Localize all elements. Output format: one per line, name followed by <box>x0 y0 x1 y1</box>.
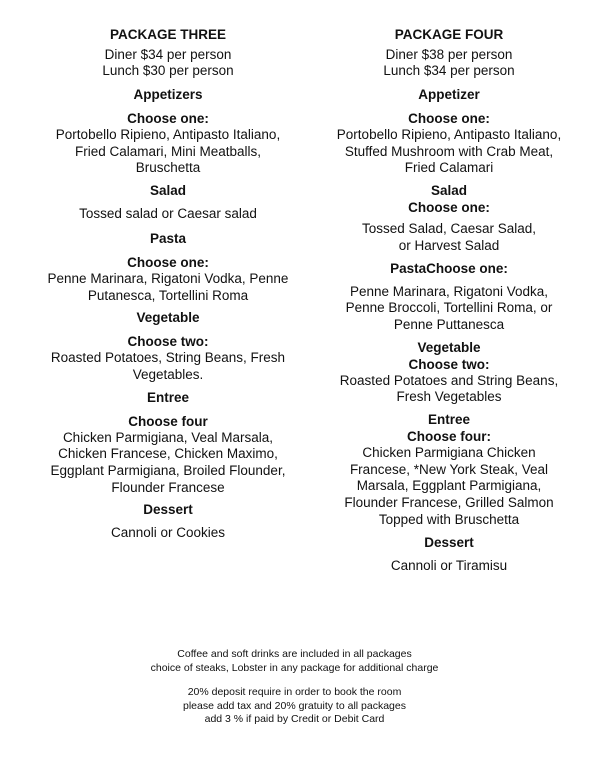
pasta-line: Penne Marinara, Rigatoni Vodka, <box>349 283 549 299</box>
pasta-heading: PastaChoose one: <box>390 260 508 276</box>
entree-line: Chicken Francese, Chicken Maximo, <box>58 446 278 462</box>
appetizers-choose: Choose one: <box>127 111 209 126</box>
entree-line: Chicken Parmigiana Chicken <box>362 445 536 461</box>
vegetable-choose: Choose two: <box>408 356 490 372</box>
salad-choose: Choose one: <box>408 200 490 216</box>
vegetable-heading: Vegetable <box>417 339 481 355</box>
entree-heading: Entree <box>146 389 190 405</box>
salad-line: or Harvest Salad <box>398 237 500 253</box>
package-three-dinner-price: Diner $34 per person <box>104 47 232 62</box>
salad-line: Tossed Salad, Caesar Salad, <box>361 221 537 237</box>
entree-line: Eggplant Parmigiana, Broiled Flounder, <box>50 463 286 479</box>
package-three-title: PACKAGE THREE <box>109 27 226 42</box>
package-three-lunch-price: Lunch $30 per person <box>102 63 234 78</box>
vegetable-heading: Vegetable <box>136 310 200 326</box>
pasta-line: Penne Puttanesca <box>393 316 505 332</box>
footer-note: choice of steaks, Lobster in any package for additional charge <box>150 661 439 674</box>
entree-line: Chicken Parmigiana, Veal Marsala, <box>62 429 274 445</box>
salad-line: Tossed salad or Caesar salad <box>79 206 257 222</box>
appetizers-heading: Appetizers <box>133 87 203 102</box>
dessert-line: Cannoli or Cookies <box>110 525 226 541</box>
dessert-line: Cannoli or Tiramisu <box>390 557 508 573</box>
appetizers-line: Bruschetta <box>135 160 201 176</box>
entree-line: Flounder Francese <box>111 479 225 495</box>
pasta-line: Penne Broccoli, Tortellini Roma, or <box>345 300 553 316</box>
package-four-lunch-price: Lunch $34 per person <box>383 63 515 78</box>
footer-note: please add tax and 20% gratuity to all packages <box>183 699 406 712</box>
appetizers-line: Fried Calamari, Mini Meatballs, <box>74 143 262 159</box>
entree-line: Marsala, Eggplant Parmigiana, <box>356 478 542 494</box>
vegetable-line: Vegetables. <box>132 366 204 382</box>
package-four-title: PACKAGE FOUR <box>394 27 504 42</box>
appetizer-line: Portobello Ripieno, Antipasto Italiano, <box>336 127 562 142</box>
entree-line: Francese, *New York Steak, Veal <box>349 461 549 477</box>
footer-note: add 3 % if paid by Credit or Debit Card <box>204 713 385 725</box>
package-three-column <box>28 26 308 542</box>
vegetable-choose: Choose two: <box>127 334 209 350</box>
pasta-line: Penne Marinara, Rigatoni Vodka, Penne <box>47 270 289 286</box>
entree-line: Topped with Bruschetta <box>378 511 520 527</box>
appetizer-choose: Choose one: <box>408 111 490 126</box>
package-four-column <box>316 26 582 574</box>
package-four-dinner-price: Diner $38 per person <box>385 47 513 62</box>
entree-choose: Choose four <box>128 413 208 429</box>
vegetable-line: Roasted Potatoes and String Beans, <box>339 372 559 388</box>
entree-choose: Choose four: <box>407 429 491 445</box>
entree-line: Flounder Francese, Grilled Salmon <box>344 495 554 511</box>
salad-heading: Salad <box>149 183 187 199</box>
pasta-line: Putanesca, Tortellini Roma <box>87 287 249 303</box>
vegetable-line: Fresh Vegetables <box>396 389 502 405</box>
vegetable-line: Roasted Potatoes, String Beans, Fresh <box>50 350 286 366</box>
pasta-choose: Choose one: <box>127 254 209 270</box>
footer-notes <box>0 648 589 727</box>
dessert-heading: Dessert <box>143 502 193 518</box>
salad-heading: Salad <box>430 183 468 199</box>
appetizers-line: Portobello Ripieno, Antipasto Italiano, <box>55 127 281 142</box>
appetizer-line: Fried Calamari <box>404 160 494 176</box>
appetizer-heading: Appetizer <box>418 87 480 102</box>
entree-heading: Entree <box>427 412 471 428</box>
dessert-heading: Dessert <box>424 534 474 550</box>
footer-note: Coffee and soft drinks are included in all packages <box>177 648 412 660</box>
pasta-heading: Pasta <box>149 230 187 246</box>
footer-note: 20% deposit require in order to book the room <box>187 686 402 698</box>
appetizer-line: Stuffed Mushroom with Crab Meat, <box>344 143 554 159</box>
